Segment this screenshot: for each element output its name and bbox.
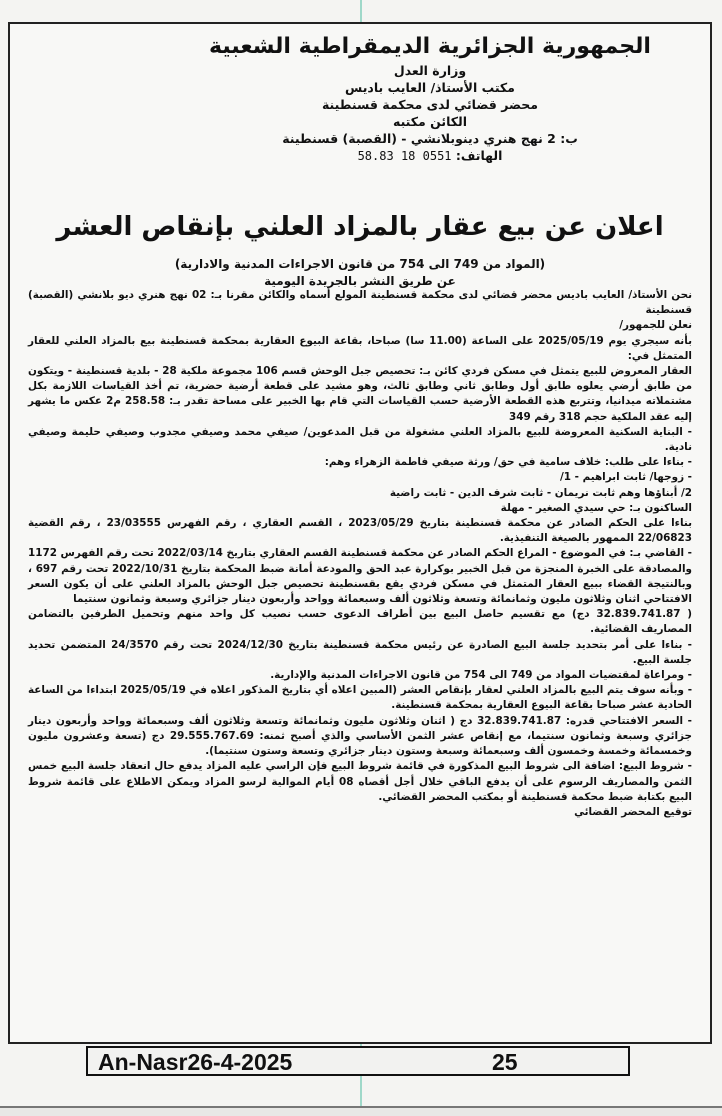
office-label: الكائن مكتبه [392,114,468,129]
office-name: مكتب الأستاذ/ العايب باديس [345,80,515,95]
publication-method: عن طريق النشر بالجريدة اليومية [264,274,456,288]
office-address: ب: 2 نهج هنري دينوبلانشي - (القصبة) قسنطينة [282,131,578,146]
page-number: 25 [492,1049,518,1075]
body-paragraph: - ومراعاة لمقتضيات المواد من 749 الى 754 من قانون الاجراءات المدنية والإدارية. [270,669,692,682]
body-paragraph: - شروط البيع: اضافة الى شروط البيع المذكورة في قائمة شروط البيع فإن الراسي عليه المزاد يدفع حال انعقاد جلسة البيع خمس الثمن والمصاريف الرسوم على أن يدفع الباقي خلال أجل أقصاه 08 أيام الموالية لرسو المزاد ويمكن الاطلاع على قائمة شروط البيع بكتابة ضبط محكمة قسنطينة أو بمكتب المحضر القضائي. [28,760,693,803]
body-paragraph: ( 32.839.741.87 دج) مع تقسيم حاصل البيع بين أطراف الدعوى حسب نصيب كل واحد منهم وتحميل الطرفين بالتضامن المصاريف القضائية. [28,608,692,636]
body-paragraph: - بناءا على طلب: خلاف سامية في حق/ ورثة صيفي فاطمة الزهراء وهم: [324,456,692,469]
announcement-headline: اعلان عن بيع عقار بالمزاد العلني بإنقاص العشر [56,212,664,242]
body-paragraph: 2/ أبناؤها وهم ثابت نريمان - ثابت شرف الدين - ثابت راضية [389,486,692,499]
phone-number: 0551 18 58.83 [357,149,452,163]
body-paragraph: - وبأنه سوف يتم البيع بالمزاد العلني لعقار بإنقاص العشر (المبين اعلاه أي بتاريخ المذكور اعلاه في 2025/05/19 ابتداءا من الساعة الحادية عشر صباحا بقاعة البيوع العقارية بمحكمة قسنطينة. [28,684,693,712]
ministry-name: وزارة العدل [393,63,467,78]
bailiff-title: محضر قضائي لدى محكمة قسنطينة [321,97,539,112]
body-paragraph: - بناءا على أمر بتحديد جلسة البيع الصادرة عن رئيس محكمة قسنطينة بتاريخ 2024/12/30 تحت رقم 24/3570 المتضمن تحديد جلسة البيع. [28,638,692,666]
body-paragraph: بناءا على الحكم الصادر عن محكمة قسنطينة بتاريخ 2023/05/29 ، القسم العقاري ، رقم الفهرس 23/03555 ، رقم القضية 22/06823 الممهور بالصيغة التنفيذية. [28,517,692,545]
announcement-body [28,288,692,820]
signature-line: توقيع المحضر القضائي [574,805,692,818]
body-paragraph: - القاضي بـ: في الموضوع - المراع الحكم الصادر عن محكمة قسنطينة القسم العقاري بتاريخ 2022/03/14 تحت رقم الفهرس 1172 والمصادقة على الخبرة المنجزة من قبل الخبير بوكرارة عبد الحق والمودعة أمانة ضبط المحكمة بتاريخ 2022/10/31 تحت رقم 697 ، وبالنتيجة القضاء ببيع العقار المتمثل في مسكن فردي يقع بقسنطينة تحصيص جبل الوحش بالمزاد العلني على أن يكون السعر الافتتاحي اثنان وثلاثون مليون وثمانمائة وتسعة وثلاثون ألف وسبعمائة وواحد وأربعون دينار جزائري وسبعة وثمانون سنتيما [28,547,692,606]
phone-line [170,147,690,165]
body-paragraph: - البناية السكنية المعروضة للبيع بالمزاد العلني مشغولة من قبل المدعوين/ صيفي محمد وصيفي مجدوب وصيفي حليمة وصيفي نادية. [28,425,692,454]
body-paragraph: - زوجها/ ثابت ابراهيم - 1/ [559,471,692,484]
body-paragraph: نحن الأستاذ/ العايب باديس محضر قضائي لدى محكمة قسنطينة المولع أسماه والكائن مقرنا بـ: 02 نهج هنري ديو بلانشي (القصبة) قسنطينة [28,289,692,317]
announcement-frame [8,22,712,1044]
announcement-subheads [34,256,686,290]
page-bottom-rule [0,1106,722,1116]
newspaper-footer [86,1046,630,1076]
body-paragraph: نعلن للجمهور/ [619,319,692,332]
body-paragraph: بأنه سيجري يوم 2025/05/19 على الساعة (11.00 سا) صباحا، بقاعة البيوع العقارية بمحكمة قسنطينة بيع بالمزاد العلني للعقار المتمثل في: [28,334,693,362]
legal-reference: (المواد من 749 الى 754 من قانون الاجراءات المدنية والادارية) [174,257,546,271]
body-paragraph: - السعر الافتتاحي قدره: 32.839.741.87 دج ( اثنان وثلاثون مليون وثمانمائة وتسعة وثلاثون ألف وسبعمائة وواحد وأربعون دينار جزائري وسبعة وثمانون سنتيما، مع إنقاص عشر الثمن الأساسي والذي أصبح ثمنه: 29.555.767.69 دج (تسعة وعشرون مليون وخمسمائة وخمسة وخمسون ألف وسبعمائة وسبعة وستون دينار جزائري وتسعة وستون سنتيما). [28,714,693,758]
body-paragraph: الساكنون بـ: حي سيدي الصغير - مهلة [500,501,692,514]
body-paragraph: العقار المعروض للبيع يتمثل في مسكن فردي كائن بـ: تحصيص جبل الوحش قسم 106 مجموعة ملكية 28 - بلدية قسنطينة - ويتكون من طابق أرضي يعلوه طابق أول وطابق ثاني وطابق ثالث، وهو مشيد على قطعة أرضية حضرية، تم أخذ القياسات اللازمة بكل مشتملاته ميدانيا، وتتربع هذه القطعة الأرضية حسب القياسات التي قام بها الخبير على مساحة تقدر بـ: 258.58 م2 عكس ما يشهر إليه عقد الملكية حجم 318 رقم 349 [28,365,692,423]
republic-title: الجمهورية الجزائرية الديمقراطية الشعبية [209,34,651,59]
phone-label: الهاتف: [455,148,503,163]
letterhead [170,32,690,165]
publication-date: An-Nasr26-4-2025 [98,1049,293,1075]
